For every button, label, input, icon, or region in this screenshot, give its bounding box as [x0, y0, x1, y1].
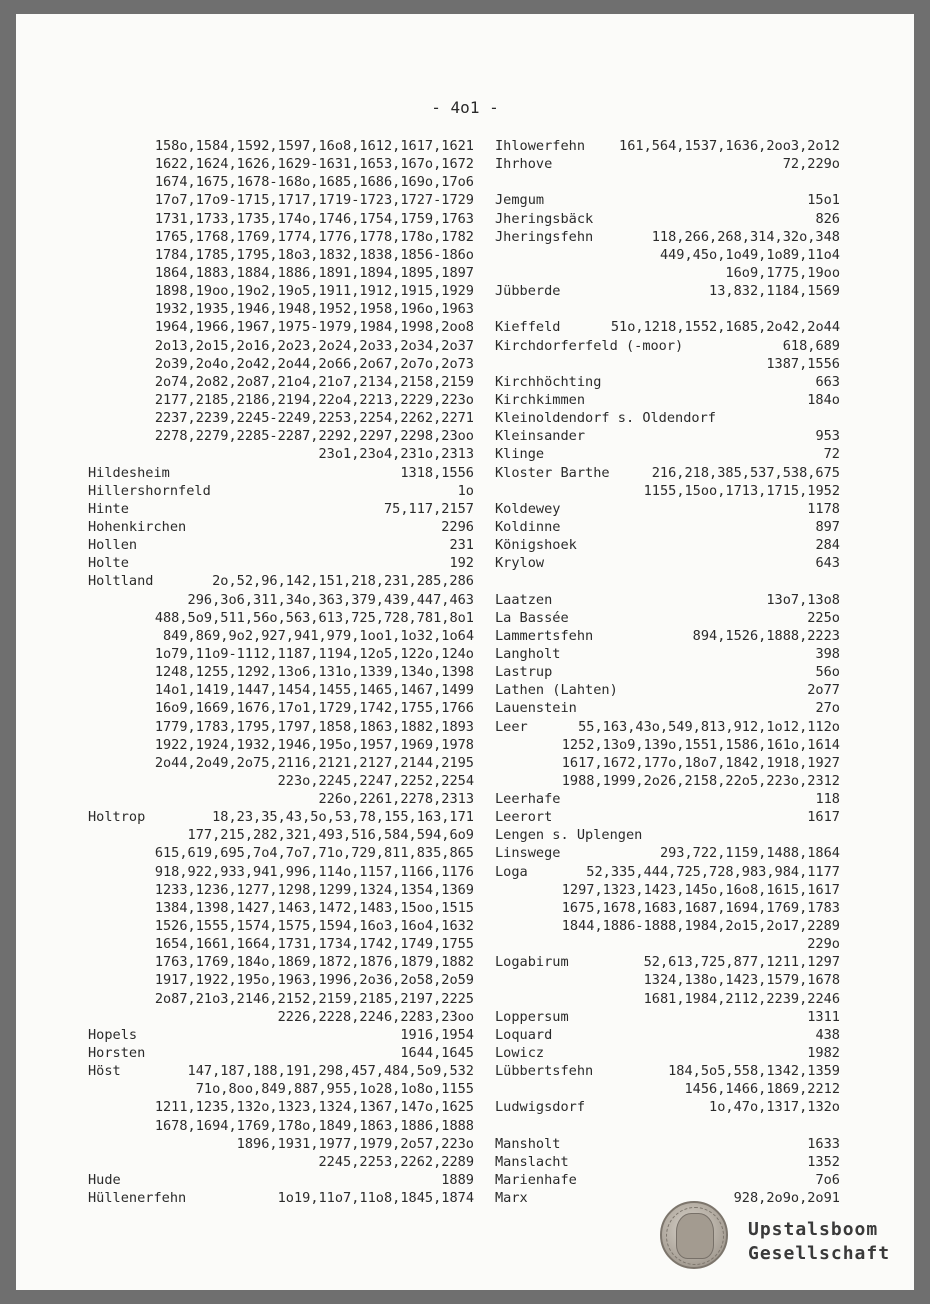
- index-entry: [88, 264, 474, 282]
- place-name: Holtland: [88, 573, 154, 590]
- index-entry: [88, 953, 474, 971]
- index-entry: [495, 427, 840, 445]
- reference-numbers: 1964,1966,1967,1975-1979,1984,1998,2oo8: [154, 319, 474, 336]
- index-entry: [88, 1098, 474, 1116]
- reference-numbers: 2296: [441, 518, 474, 535]
- place-name: Koldinne: [495, 518, 561, 535]
- reference-numbers: 1o19,11o7,11o8,1845,1874: [277, 1190, 474, 1207]
- index-entry: [88, 228, 474, 246]
- index-entry: [88, 1062, 474, 1080]
- index-entry: [88, 554, 474, 572]
- index-entry: [88, 518, 474, 536]
- index-entry: [495, 718, 840, 736]
- place-name: Jübberde: [495, 283, 561, 300]
- index-entry: [88, 663, 474, 681]
- place-name: Lauenstein: [495, 700, 577, 717]
- index-entry: [88, 736, 474, 754]
- index-entry: [495, 899, 840, 917]
- index-entry: [495, 572, 840, 590]
- reference-numbers: 2o13,2o15,2o16,2o23,2o24,2o33,2o34,2o37: [154, 337, 474, 354]
- place-name: Leer: [495, 718, 528, 735]
- index-entry: [88, 699, 474, 717]
- reference-numbers: 296,3o6,311,34o,363,379,439,447,463: [187, 591, 474, 608]
- reference-numbers: 1917,1922,195o,1963,1996,2o36,2o58,2o59: [154, 972, 474, 989]
- reference-numbers: 118,266,268,314,32o,348: [651, 228, 840, 245]
- reference-numbers: 1387,1556: [766, 355, 840, 372]
- index-entry: [88, 754, 474, 772]
- index-entry: [88, 718, 474, 736]
- reference-numbers: 1644,1645: [400, 1045, 474, 1062]
- reference-numbers: 1898,19oo,19o2,19o5,1911,1912,1915,1929: [154, 283, 474, 300]
- reference-numbers: 1622,1624,1626,1629-1631,1653,167o,1672: [154, 156, 474, 173]
- reference-numbers: 56o: [815, 664, 840, 681]
- place-name: Hüllenerfehn: [88, 1190, 187, 1207]
- reference-numbers: 1896,1931,1977,1979,2o57,223o: [236, 1135, 474, 1152]
- place-name: Marx: [495, 1190, 528, 1207]
- index-entry: [495, 191, 840, 209]
- place-name: Kleinsander: [495, 428, 586, 445]
- reference-numbers: 928,2o9o,2o91: [733, 1190, 840, 1207]
- place-name: Leerhafe: [495, 791, 561, 808]
- index-entry: [88, 1080, 474, 1098]
- reference-numbers: 184o: [807, 391, 840, 408]
- index-entry: [88, 1135, 474, 1153]
- place-name: Lastrup: [495, 664, 553, 681]
- index-entry: [495, 536, 840, 554]
- reference-numbers: 1o79,11o9-1112,1187,1194,12o5,122o,124o: [154, 645, 474, 662]
- index-entry: [495, 990, 840, 1008]
- place-name: Hollen: [88, 537, 138, 554]
- index-entry: [88, 990, 474, 1008]
- place-name: Marienhafe: [495, 1172, 577, 1189]
- reference-numbers: 1297,1323,1423,145o,16o8,1615,1617: [561, 881, 840, 898]
- place-name: Logabirum: [495, 954, 569, 971]
- place-name: Jheringsbäck: [495, 210, 594, 227]
- reference-numbers: 17o7,17o9-1715,1717,1719-1723,1727-1729: [154, 192, 474, 209]
- index-entry: [88, 500, 474, 518]
- place-name: Horsten: [88, 1045, 146, 1062]
- place-name: Loquard: [495, 1026, 553, 1043]
- index-entry: [88, 210, 474, 228]
- index-entry: [495, 373, 840, 391]
- reference-numbers: 229o: [807, 936, 840, 953]
- reference-numbers: 488,5o9,511,56o,563,613,725,728,781,8o1: [154, 609, 474, 626]
- index-entry: [495, 1189, 840, 1207]
- reference-numbers: 161,564,1537,1636,2oo3,2o12: [619, 138, 840, 154]
- reference-numbers: 1233,1236,1277,1298,1299,1324,1354,1369: [154, 881, 474, 898]
- index-entry: [495, 1008, 840, 1026]
- reference-numbers: 1633: [807, 1135, 840, 1152]
- place-name: Kleinoldendorf s. Oldendorf: [495, 410, 716, 427]
- reference-numbers: 13o7,13o8: [766, 591, 840, 608]
- index-entry: [88, 1117, 474, 1135]
- reference-numbers: 1674,1675,1678-168o,1685,1686,169o,17o6: [154, 174, 474, 191]
- reference-numbers: 643: [815, 555, 840, 572]
- index-entry: [88, 155, 474, 173]
- index-entry: [88, 427, 474, 445]
- index-entry: [495, 1135, 840, 1153]
- index-entry: [495, 917, 840, 935]
- index-entry: [88, 790, 474, 808]
- place-name: Lathen (Lahten): [495, 682, 618, 699]
- reference-numbers: 1155,15oo,1713,1715,1952: [643, 482, 840, 499]
- reference-numbers: 2237,2239,2245-2249,2253,2254,2262,2271: [154, 410, 474, 427]
- index-entry: [88, 808, 474, 826]
- reference-numbers: 1526,1555,1574,1575,1594,16o3,16o4,1632: [154, 918, 474, 935]
- index-entry: [88, 1026, 474, 1044]
- reference-numbers: 1678,1694,1769,178o,1849,1863,1886,1888: [154, 1117, 474, 1134]
- index-entry: [495, 228, 840, 246]
- index-entry: [88, 391, 474, 409]
- reference-numbers: 177,215,282,321,493,516,584,594,6o9: [187, 827, 474, 844]
- reference-numbers: 398: [815, 645, 840, 662]
- index-entry: [88, 482, 474, 500]
- index-entry: [88, 1008, 474, 1026]
- place-name: La Bassée: [495, 609, 569, 626]
- index-entry: [495, 282, 840, 300]
- index-entry: [88, 899, 474, 917]
- reference-numbers: 1765,1768,1769,1774,1776,1778,178o,1782: [154, 228, 474, 245]
- index-entry: [495, 210, 840, 228]
- index-entry: [88, 373, 474, 391]
- reference-numbers: 1o,47o,1317,132o: [709, 1099, 840, 1116]
- reference-numbers: 27o: [815, 700, 840, 717]
- reference-numbers: 1178: [807, 500, 840, 517]
- place-name: Ihlowerfehn: [495, 138, 586, 154]
- reference-numbers: 51o,1218,1552,1685,2o42,2o44: [610, 319, 840, 336]
- reference-numbers: 1352: [807, 1153, 840, 1170]
- place-name: Hopels: [88, 1026, 138, 1043]
- reference-numbers: 2o74,2o82,2o87,21o4,21o7,2134,2158,2159: [154, 373, 474, 390]
- reference-numbers: 1922,1924,1932,1946,195o,1957,1969,1978: [154, 736, 474, 753]
- place-name: Lengen s. Uplengen: [495, 827, 643, 844]
- reference-numbers: 438: [815, 1026, 840, 1043]
- index-entry: [495, 790, 840, 808]
- index-entry: [495, 681, 840, 699]
- reference-numbers: 225o: [807, 609, 840, 626]
- reference-numbers: 52,335,444,725,728,983,984,1177: [586, 863, 840, 880]
- seal-figure: [676, 1213, 714, 1259]
- index-entry: [88, 409, 474, 427]
- index-entry: [495, 137, 840, 155]
- place-name: Lammertsfehn: [495, 627, 594, 644]
- index-entry: [495, 1117, 840, 1135]
- reference-numbers: 231: [449, 537, 474, 554]
- index-entry: [88, 337, 474, 355]
- index-entry: [88, 246, 474, 264]
- index-entry: [495, 1062, 840, 1080]
- reference-numbers: 223o,2245,2247,2252,2254: [277, 772, 474, 789]
- index-column-right: [495, 137, 840, 1207]
- brand-line-2: Gesellschaft: [748, 1243, 891, 1264]
- place-name: Hinte: [88, 500, 129, 517]
- reference-numbers: 158o,1584,1592,1597,16o8,1612,1617,1621: [154, 138, 474, 154]
- reference-numbers: 15o1: [807, 192, 840, 209]
- reference-numbers: 2o39,2o4o,2o42,2o44,2o66,2o67,2o7o,2o73: [154, 355, 474, 372]
- index-entry: [88, 591, 474, 609]
- index-entry: [495, 518, 840, 536]
- reference-numbers: 284: [815, 537, 840, 554]
- index-entry: [88, 300, 474, 318]
- index-entry: [495, 863, 840, 881]
- page-number: - 4o1 -: [431, 98, 499, 117]
- reference-numbers: 615,619,695,7o4,7o7,71o,729,811,835,865: [154, 845, 474, 862]
- place-name: Loppersum: [495, 1008, 569, 1025]
- reference-numbers: 2o44,2o49,2o75,2116,2121,2127,2144,2195: [154, 754, 474, 771]
- index-entry: [495, 409, 840, 427]
- reference-numbers: 1988,1999,2o26,2158,22o5,223o,2312: [561, 772, 840, 789]
- reference-numbers: 226o,2261,2278,2313: [318, 791, 474, 808]
- reference-numbers: 953: [815, 428, 840, 445]
- index-entry: [495, 808, 840, 826]
- brand-line-1: Upstalsboom: [748, 1219, 879, 1240]
- reference-numbers: 72: [823, 446, 840, 463]
- place-name: Laatzen: [495, 591, 553, 608]
- place-name: Höst: [88, 1063, 121, 1080]
- index-entry: [495, 1171, 840, 1189]
- reference-numbers: 2o77: [807, 682, 840, 699]
- index-entry: [495, 1044, 840, 1062]
- place-name: Linswege: [495, 845, 561, 862]
- index-entry: [495, 736, 840, 754]
- reference-numbers: 1211,1235,132o,1323,1324,1367,147o,1625: [154, 1099, 474, 1116]
- index-entry: [495, 1080, 840, 1098]
- index-entry: [495, 754, 840, 772]
- reference-numbers: 1681,1984,2112,2239,2246: [643, 990, 840, 1007]
- index-entry: [495, 609, 840, 627]
- index-entry: [495, 173, 840, 191]
- index-entry: [495, 935, 840, 953]
- index-entry: [495, 826, 840, 844]
- reference-numbers: 16o9,1669,1676,17o1,1729,1742,1755,1766: [154, 700, 474, 717]
- index-entry: [88, 137, 474, 155]
- reference-numbers: 1779,1783,1795,1797,1858,1863,1882,1893: [154, 718, 474, 735]
- index-entry: [495, 627, 840, 645]
- place-name: Mansholt: [495, 1135, 561, 1152]
- reference-numbers: 918,922,933,941,996,114o,1157,1166,1176: [154, 863, 474, 880]
- index-entry: [495, 482, 840, 500]
- reference-numbers: 2177,2185,2186,2194,22o4,2213,2229,223o: [154, 391, 474, 408]
- index-entry: [88, 971, 474, 989]
- index-entry: [88, 1153, 474, 1171]
- index-entry: [495, 318, 840, 336]
- reference-numbers: 1675,1678,1683,1687,1694,1769,1783: [561, 899, 840, 916]
- index-entry: [88, 844, 474, 862]
- reference-numbers: 1889: [441, 1172, 474, 1189]
- place-name: Kloster Barthe: [495, 464, 610, 481]
- index-entry: [495, 953, 840, 971]
- reference-numbers: 1982: [807, 1045, 840, 1062]
- index-entry: [495, 645, 840, 663]
- reference-numbers: 1311: [807, 1008, 840, 1025]
- reference-numbers: 1318,1556: [400, 464, 474, 481]
- reference-numbers: 1763,1769,184o,1869,1872,1876,1879,1882: [154, 954, 474, 971]
- place-name: Hohenkirchen: [88, 518, 187, 535]
- index-entry: [88, 609, 474, 627]
- place-name: Hillershornfeld: [88, 482, 211, 499]
- index-entry: [88, 572, 474, 590]
- reference-numbers: 23o1,23o4,231o,2313: [318, 446, 474, 463]
- place-name: Hude: [88, 1172, 121, 1189]
- society-seal-icon: [660, 1201, 728, 1269]
- index-entry: [495, 246, 840, 264]
- reference-numbers: 2278,2279,2285-2287,2292,2297,2298,23oo: [154, 428, 474, 445]
- index-entry: [495, 445, 840, 463]
- reference-numbers: 13,832,1184,1569: [709, 283, 840, 300]
- place-name: Ludwigsdorf: [495, 1099, 586, 1116]
- index-entry: [88, 935, 474, 953]
- index-entry: [88, 282, 474, 300]
- place-name: Hildesheim: [88, 464, 170, 481]
- reference-numbers: 1654,1661,1664,1731,1734,1742,1749,1755: [154, 936, 474, 953]
- place-name: Kirchkimmen: [495, 391, 586, 408]
- place-name: Koldewey: [495, 500, 561, 517]
- index-entry: [88, 173, 474, 191]
- place-name: Lowicz: [495, 1045, 545, 1062]
- index-entry: [88, 536, 474, 554]
- place-name: Leerort: [495, 809, 553, 826]
- place-name: Loga: [495, 863, 528, 880]
- index-entry: [88, 318, 474, 336]
- reference-numbers: 1617: [807, 809, 840, 826]
- reference-numbers: 72,229o: [782, 156, 840, 173]
- index-entry: [495, 844, 840, 862]
- reference-numbers: 2245,2253,2262,2289: [318, 1153, 474, 1170]
- place-name: Langholt: [495, 645, 561, 662]
- index-entry: [88, 445, 474, 463]
- place-name: Lübbertsfehn: [495, 1063, 594, 1080]
- reference-numbers: 1864,1883,1884,1886,1891,1894,1895,1897: [154, 264, 474, 281]
- reference-numbers: 1456,1466,1869,2212: [684, 1081, 840, 1098]
- reference-numbers: 293,722,1159,1488,1864: [659, 845, 840, 862]
- reference-numbers: 7o6: [815, 1172, 840, 1189]
- index-entry: [88, 464, 474, 482]
- reference-numbers: 1731,1733,1735,174o,1746,1754,1759,1763: [154, 210, 474, 227]
- place-name: Manslacht: [495, 1153, 569, 1170]
- index-entry: [88, 681, 474, 699]
- index-entry: [88, 863, 474, 881]
- index-entry: [495, 772, 840, 790]
- place-name: Krylow: [495, 555, 545, 572]
- reference-numbers: 18,23,35,43,5o,53,78,155,163,171: [212, 809, 474, 826]
- index-entry: [88, 191, 474, 209]
- reference-numbers: 14o1,1419,1447,1454,1455,1465,1467,1499: [154, 682, 474, 699]
- index-entry: [495, 554, 840, 572]
- reference-numbers: 16o9,1775,19oo: [725, 264, 840, 281]
- place-name: Kirchdorferfeld (-moor): [495, 337, 684, 354]
- index-entry: [88, 355, 474, 373]
- reference-numbers: 663: [815, 373, 840, 390]
- place-name: Königshoek: [495, 537, 577, 554]
- reference-numbers: 1932,1935,1946,1948,1952,1958,196o,1963: [154, 301, 474, 318]
- reference-numbers: 75,117,2157: [383, 500, 474, 517]
- reference-numbers: 897: [815, 518, 840, 535]
- reference-numbers: 1248,1255,1292,13o6,131o,1339,134o,1398: [154, 664, 474, 681]
- index-entry: [495, 1098, 840, 1116]
- index-entry: [495, 881, 840, 899]
- reference-numbers: 2o,52,96,142,151,218,231,285,286: [212, 573, 474, 590]
- index-column-left: [88, 137, 474, 1207]
- index-entry: [88, 1044, 474, 1062]
- reference-numbers: 118: [815, 791, 840, 808]
- index-entry: [495, 155, 840, 173]
- reference-numbers: 826: [815, 210, 840, 227]
- place-name: Kieffeld: [495, 319, 561, 336]
- reference-numbers: 618,689: [782, 337, 840, 354]
- index-entry: [495, 264, 840, 282]
- reference-numbers: 449,45o,1o49,1o89,11o4: [659, 246, 840, 263]
- index-entry: [88, 772, 474, 790]
- reference-numbers: 147,187,188,191,298,457,484,5o9,532: [187, 1063, 474, 1080]
- index-entry: [495, 663, 840, 681]
- index-entry: [495, 500, 840, 518]
- place-name: Jheringsfehn: [495, 228, 594, 245]
- index-entry: [495, 971, 840, 989]
- reference-numbers: 2226,2228,2246,2283,23oo: [277, 1008, 474, 1025]
- reference-numbers: 192: [449, 555, 474, 572]
- reference-numbers: 184,5o5,558,1342,1359: [668, 1063, 840, 1080]
- reference-numbers: 71o,8oo,849,887,955,1o28,1o8o,1155: [195, 1081, 474, 1098]
- reference-numbers: 52,613,725,877,1211,1297: [643, 954, 840, 971]
- reference-numbers: 1784,1785,1795,18o3,1832,1838,1856-186o: [154, 246, 474, 263]
- reference-numbers: 1617,1672,177o,18o7,1842,1918,1927: [561, 754, 840, 771]
- index-entry: [495, 1026, 840, 1044]
- reference-numbers: 1o: [457, 482, 474, 499]
- index-entry: [88, 1189, 474, 1207]
- place-name: Klinge: [495, 446, 545, 463]
- index-entry: [495, 464, 840, 482]
- index-entry: [495, 337, 840, 355]
- reference-numbers: 849,869,9o2,927,941,979,1oo1,1o32,1o64: [163, 627, 474, 644]
- place-name: Kirchhöchting: [495, 373, 602, 390]
- reference-numbers: 1844,1886-1888,1984,2o15,2o17,2289: [561, 918, 840, 935]
- place-name: Holte: [88, 555, 129, 572]
- reference-numbers: 1252,13o9,139o,1551,1586,161o,1614: [561, 736, 840, 753]
- index-entry: [495, 355, 840, 373]
- index-entry: [495, 1153, 840, 1171]
- place-name: Ihrhove: [495, 156, 553, 173]
- index-entry: [88, 627, 474, 645]
- reference-numbers: 894,1526,1888,2223: [692, 627, 840, 644]
- place-name: Jemgum: [495, 192, 545, 209]
- index-entry: [88, 645, 474, 663]
- index-entry: [495, 699, 840, 717]
- reference-numbers: 216,218,385,537,538,675: [651, 464, 840, 481]
- reference-numbers: 1384,1398,1427,1463,1472,1483,15oo,1515: [154, 899, 474, 916]
- index-entry: [88, 881, 474, 899]
- reference-numbers: 1916,1954: [400, 1026, 474, 1043]
- index-entry: [88, 1171, 474, 1189]
- index-entry: [495, 300, 840, 318]
- index-entry: [88, 917, 474, 935]
- index-entry: [495, 391, 840, 409]
- reference-numbers: 55,163,43o,549,813,912,1o12,112o: [578, 718, 840, 735]
- place-name: Holtrop: [88, 809, 146, 826]
- index-entry: [88, 826, 474, 844]
- reference-numbers: 1324,138o,1423,1579,1678: [643, 972, 840, 989]
- reference-numbers: 2o87,21o3,2146,2152,2159,2185,2197,2225: [154, 990, 474, 1007]
- index-entry: [495, 591, 840, 609]
